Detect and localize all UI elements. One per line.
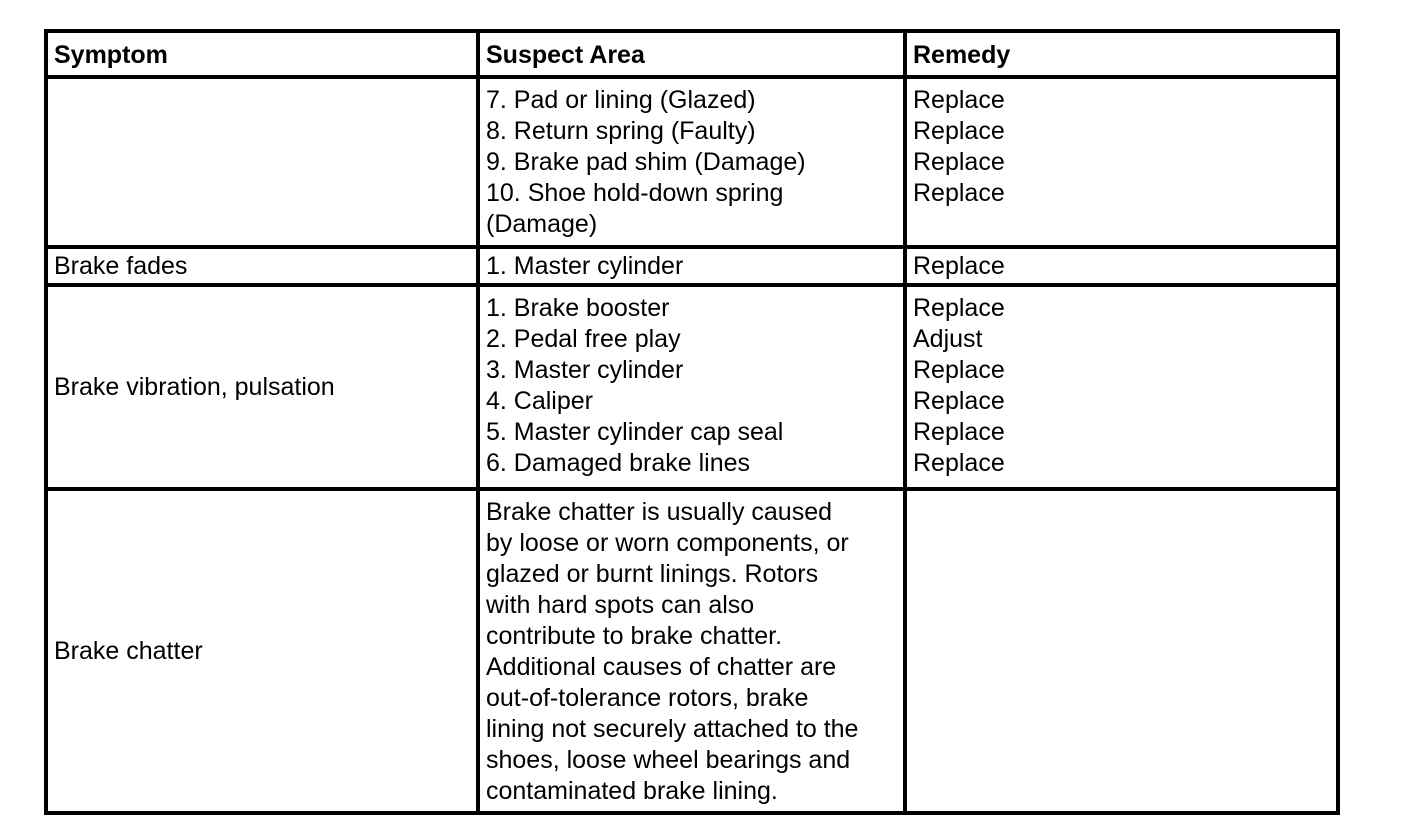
troubleshooting-table	[44, 29, 1340, 815]
suspect-text-line: shoes, loose wheel bearings and	[486, 746, 851, 774]
remedy-item: Replace	[913, 117, 1005, 145]
symptom-cell: Brake fades	[46, 247, 478, 285]
remedy-item: Replace	[913, 179, 1005, 207]
suspect-text-line: by loose or worn components, or	[486, 529, 849, 557]
suspect-item: 8. Return spring (Faulty)	[486, 117, 756, 145]
header-symptom: Symptom	[46, 31, 478, 77]
remedy-cell	[905, 247, 1338, 285]
remedy-cell	[905, 489, 1338, 813]
suspect-area-cell	[478, 77, 905, 247]
suspect-item: 7. Pad or lining (Glazed)	[486, 86, 756, 114]
remedy-item: Replace	[913, 418, 1005, 446]
remedy-item: Replace	[913, 449, 1005, 477]
remedy-item: Replace	[913, 356, 1005, 384]
suspect-text-line: with hard spots can also	[486, 591, 755, 619]
suspect-text-line: lining not securely attached to the	[486, 715, 859, 743]
suspect-text-line: out-of-tolerance rotors, brake	[486, 684, 809, 712]
suspect-text-line: Additional causes of chatter are	[486, 653, 837, 681]
suspect-item: 4. Caliper	[486, 387, 593, 415]
suspect-item: 9. Brake pad shim (Damage)	[486, 148, 806, 176]
remedy-item: Replace	[913, 251, 1005, 280]
table-row	[46, 77, 1338, 247]
suspect-text-line: contribute to brake chatter.	[486, 622, 783, 650]
table-row	[46, 285, 1338, 489]
suspect-text-line: glazed or burnt linings. Rotors	[486, 560, 819, 588]
remedy-item: Replace	[913, 148, 1005, 176]
table-row	[46, 489, 1338, 813]
remedy-cell	[905, 285, 1338, 489]
remedy-cell	[905, 77, 1338, 247]
header-suspect-area: Suspect Area	[478, 31, 905, 77]
suspect-item: 6. Damaged brake lines	[486, 449, 751, 477]
table-row	[46, 247, 1338, 285]
suspect-item: 2. Pedal free play	[486, 325, 681, 353]
remedy-item: Adjust	[913, 325, 983, 353]
suspect-item: 10. Shoe hold-down spring	[486, 179, 784, 207]
suspect-area-cell	[478, 247, 905, 285]
header-remedy: Remedy	[905, 31, 1338, 77]
suspect-item: 3. Master cylinder	[486, 356, 684, 384]
suspect-area-cell	[478, 285, 905, 489]
remedy-item: Replace	[913, 387, 1005, 415]
suspect-item: 5. Master cylinder cap seal	[486, 418, 784, 446]
suspect-item: 1. Master cylinder	[486, 251, 684, 280]
symptom-cell	[46, 77, 478, 247]
remedy-item: Replace	[913, 86, 1005, 114]
remedy-item: Replace	[913, 294, 1005, 322]
suspect-text-line: Brake chatter is usually caused	[486, 498, 833, 526]
suspect-text-line: contaminated brake lining.	[486, 777, 778, 805]
symptom-cell: Brake vibration, pulsation	[46, 285, 478, 489]
table-header-row	[46, 31, 1338, 77]
symptom-cell: Brake chatter	[46, 489, 478, 813]
suspect-item: 1. Brake booster	[486, 294, 670, 322]
suspect-item: (Damage)	[486, 210, 598, 238]
suspect-area-cell	[478, 489, 905, 813]
